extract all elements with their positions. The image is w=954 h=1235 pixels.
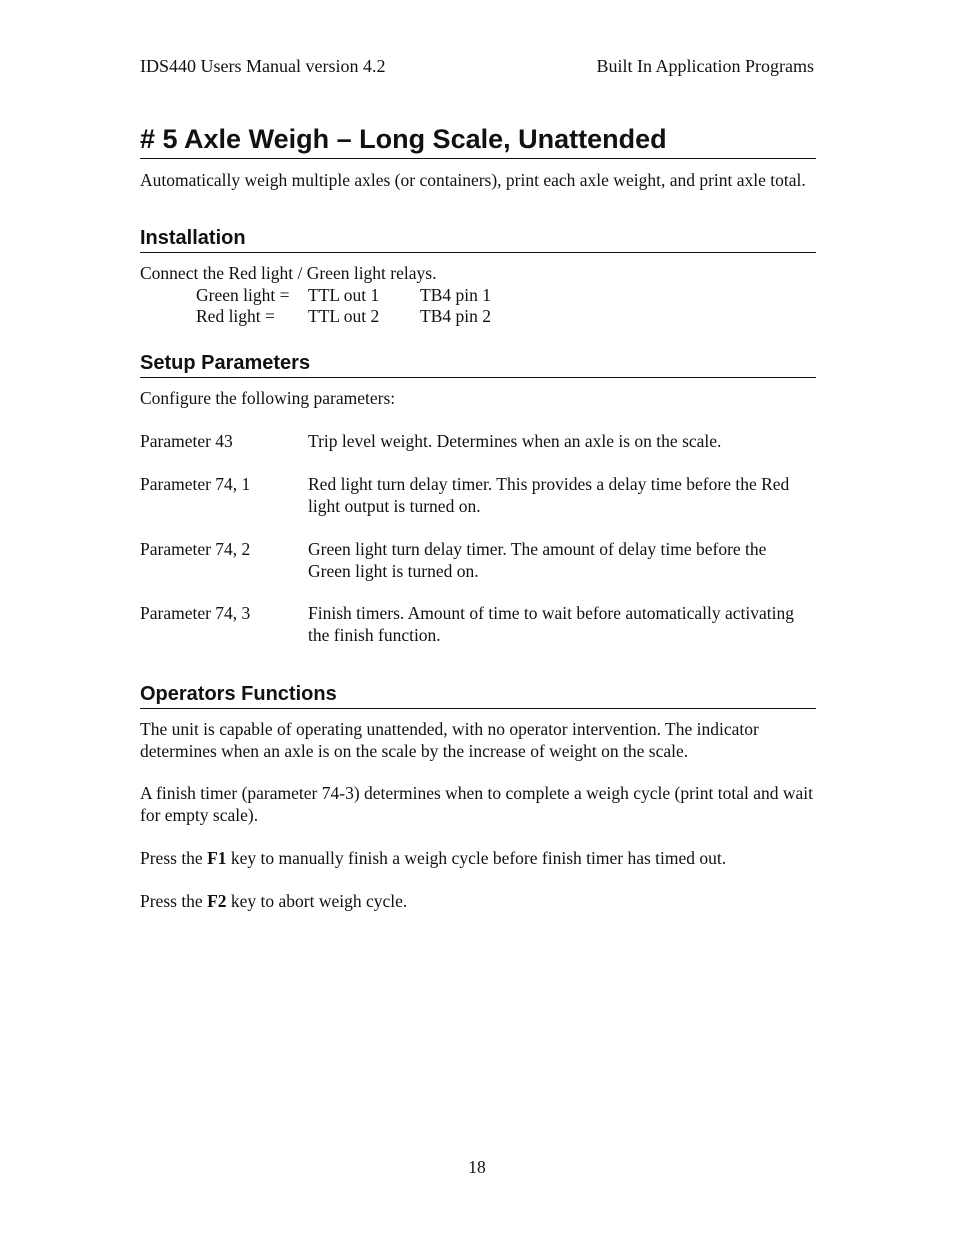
text-segment: Press the bbox=[140, 891, 208, 911]
parameter-name: Parameter 74, 2 bbox=[140, 539, 251, 559]
relay-label: Green light = bbox=[196, 285, 290, 305]
parameter-name: Parameter 43 bbox=[140, 431, 233, 451]
parameter-name: Parameter 74, 3 bbox=[140, 603, 251, 623]
intro-paragraph: Automatically weigh multiple axles (or containers), print each axle weight, and print axle total. bbox=[140, 170, 806, 190]
operators-paragraph-3 bbox=[140, 848, 816, 870]
installation-text: Connect the Red light / Green light relays. bbox=[140, 263, 437, 283]
parameter-description: Trip level weight. Determines when an axle is on the scale. bbox=[308, 431, 722, 451]
parameter-description: Green light turn delay timer. The amount of delay time before the Green light is turned on. bbox=[308, 539, 767, 581]
parameter-description: Finish timers. Amount of time to wait before automatically activating the finish function. bbox=[308, 603, 795, 645]
setup-text: Configure the following parameters: bbox=[140, 388, 396, 408]
parameter-name: Parameter 74, 1 bbox=[140, 474, 251, 494]
installation-heading: Installation bbox=[140, 225, 816, 253]
parameter-description: Red light turn delay timer. This provides a delay time before the Red light output is turned on. bbox=[308, 474, 790, 516]
operators-paragraph-4 bbox=[140, 891, 816, 913]
operators-paragraph-1: The unit is capable of operating unattended, with no operator intervention. The indicator determines when an axle is on the scale by the increase of weight on the scale. bbox=[140, 719, 759, 761]
header-manual-title: IDS440 Users Manual version 4.2 bbox=[140, 56, 386, 76]
relay-pin: TB4 pin 1 bbox=[420, 285, 491, 305]
page-number: 18 bbox=[468, 1157, 486, 1177]
text-segment: key to abort weigh cycle. bbox=[226, 891, 408, 911]
text-segment: Press the bbox=[140, 848, 208, 868]
text-segment: key to manually finish a weigh cycle before finish timer has timed out. bbox=[226, 848, 727, 868]
key-name: F2 bbox=[207, 891, 227, 911]
relay-output: TTL out 1 bbox=[308, 285, 380, 305]
operators-heading: Operators Functions bbox=[140, 681, 816, 709]
relay-label: Red light = bbox=[196, 306, 275, 326]
relay-output: TTL out 2 bbox=[308, 306, 380, 326]
key-name: F1 bbox=[207, 848, 227, 868]
setup-heading: Setup Parameters bbox=[140, 350, 816, 378]
relay-pin: TB4 pin 2 bbox=[420, 306, 491, 326]
page-title: # 5 Axle Weigh – Long Scale, Unattended bbox=[140, 122, 816, 159]
operators-paragraph-2: A finish timer (parameter 74-3) determines when to complete a weigh cycle (print total and wait for empty scale). bbox=[140, 783, 814, 825]
header-section-title: Built In Application Programs bbox=[596, 56, 814, 76]
